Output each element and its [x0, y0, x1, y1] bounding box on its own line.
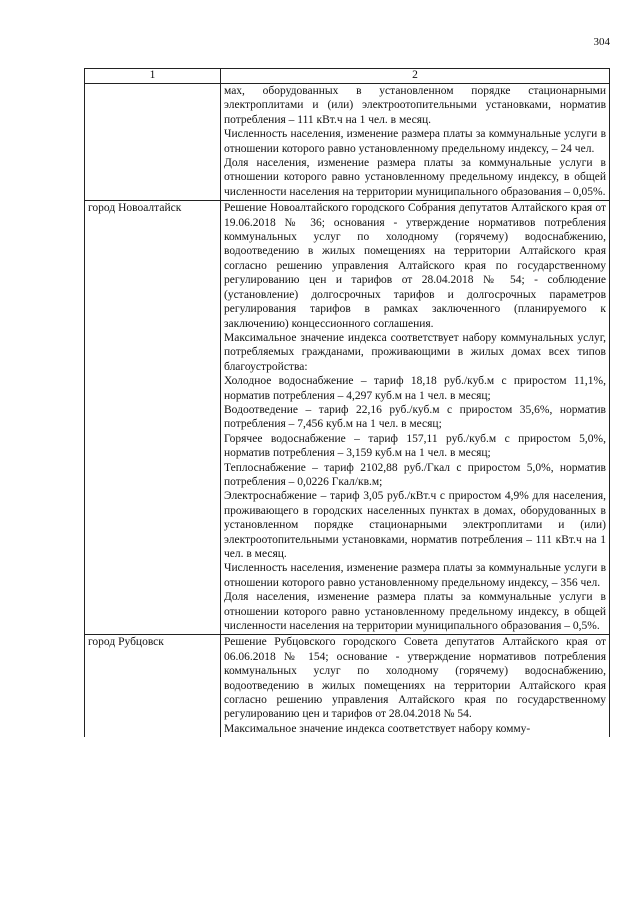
- column-header-2: 2: [221, 69, 610, 84]
- municipality-cell: [85, 84, 221, 201]
- table-header-row: [85, 69, 610, 84]
- description-cell: [221, 201, 610, 635]
- description-cell: [221, 635, 610, 737]
- table-row: [85, 84, 610, 201]
- paragraph: Численность населения, изменение размера платы за коммунальные услуги в отношении которого равно установленному предельному индексу, – 24 чел.: [224, 128, 606, 155]
- column-header-1: 1: [85, 69, 221, 84]
- paragraph: Электроснабжение – тариф 3,05 руб./кВт.ч с приростом 4,9% для населения, проживающего в городских населенных пунктах в домах, оборудованных в установленном порядке стационарными электроплитами и (или) электроотопительными установками, норматив потребления – 111 кВт.ч на 1 чел. в месяц.: [224, 490, 606, 560]
- table-row: [85, 635, 610, 737]
- paragraph: мах, оборудованных в установленном порядке стационарными электроплитами и (или) электроотопительными установками, норматив потребления – 111 кВт.ч на 1 чел. в месяц.: [224, 85, 606, 126]
- paragraph: Теплоснабжение – тариф 2102,88 руб./Гкал с приростом 5,0%, норматив потребления – 0,0226 Гкал/кв.м;: [224, 461, 606, 488]
- paragraph: Решение Рубцовского городского Совета депутатов Алтайского края от 06.06.2018 № 154; основание - утверждение нормативов потребления коммунальных услуг по холодному (горячему) водоснабжению, водоотведению в жилых помещениях на территории Алтайского края согласно решению управления Алтайского края по государственному регулированию цен и тарифов от 28.04.2018 № 54.: [224, 636, 606, 721]
- municipality-cell: город Новоалтайск: [85, 201, 221, 635]
- paragraph: Максимальное значение индекса соответствует набору коммунальных услуг, потребляемых гражданами, проживающими в жилых домах всех типов благоустройства:: [224, 331, 606, 373]
- paragraph: Решение Новоалтайского городского Собрания депутатов Алтайского края от 19.06.2018 № 36; основания - утверждение нормативов потребления коммунальных услуг по холодному (горячему) водоснабжению, водоотведению в жилых помещениях на территории Алтайского края согласно решению управления Алтайского края по государственному регулированию цен и тарифов от 28.04.2018 № 54; - соблюдение (установление) долгосрочных тарифов и долгосрочных параметров регулирования тарифов в рамках заключенного (планируемого к заключению) концессионного соглашения.: [224, 202, 606, 330]
- page-number: 304: [593, 36, 610, 48]
- table-row: [85, 201, 610, 635]
- paragraph: Доля населения, изменение размера платы за коммунальные услуги в отношении которого равно установленному предельному индексу, в общей численности населения на территории муниципального образования – 0,5%.: [224, 591, 606, 633]
- tariff-table: [84, 68, 610, 737]
- paragraph: Численность населения, изменение размера платы за коммунальные услуги в отношении которого равно установленному предельному индексу, – 356 чел.: [224, 562, 606, 589]
- municipality-cell: город Рубцовск: [85, 635, 221, 737]
- paragraph: Холодное водоснабжение – тариф 18,18 руб./куб.м с приростом 11,1%, норматив потребления – 4,297 куб.м на 1 чел. в месяц;: [224, 375, 606, 402]
- paragraph: Максимальное значение индекса соответствует набору комму-: [224, 722, 531, 735]
- paragraph: Водоотведение – тариф 22,16 руб./куб.м с приростом 35,6%, норматив потребления – 7,456 куб.м на 1 чел. в месяц;: [224, 403, 606, 431]
- paragraph: Доля населения, изменение размера платы за коммунальные услуги в отношении которого равно установленному предельному индексу, в общей численности населения на территории муниципального образования – 0,05%.: [224, 157, 606, 198]
- description-cell: [221, 84, 610, 201]
- paragraph: Горячее водоснабжение – тариф 157,11 руб./куб.м с приростом 5,0%, норматив потребления – 3,159 куб.м на 1 чел. в месяц;: [224, 432, 606, 460]
